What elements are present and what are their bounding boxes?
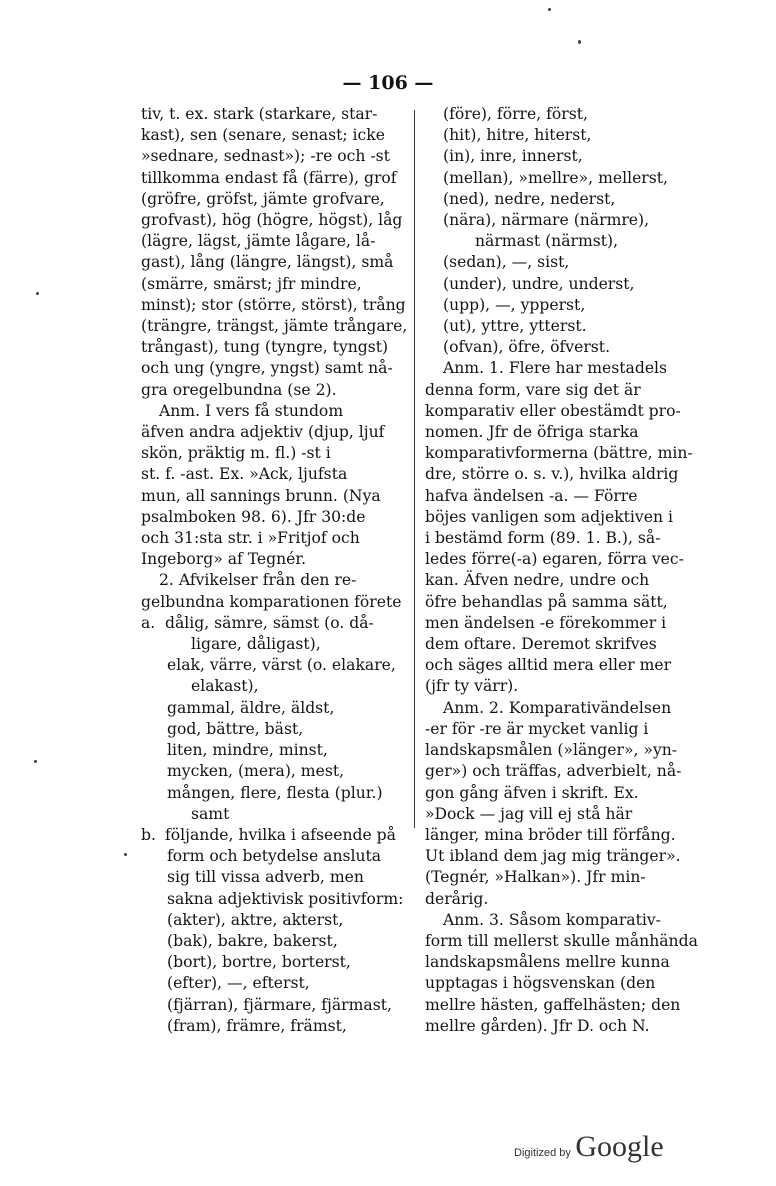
text-line: i bestämd form (89. 1. B.), så- xyxy=(425,529,661,548)
text-line: Ut ibland dem jag mig tränger». xyxy=(425,847,681,866)
scan-speck xyxy=(548,8,551,11)
scan-speck xyxy=(124,853,127,856)
text-line: derårig. xyxy=(425,889,489,908)
text-line: (under), undre, underst, xyxy=(443,274,635,293)
text-line: gra oregelbundna (se 2). xyxy=(141,380,337,399)
text-line: och säges alltid mera eller mer xyxy=(425,656,672,675)
text-line: följande, hvilka i afseende på xyxy=(165,825,396,844)
text-line: tillkomma endast få (färre), grof xyxy=(141,168,397,187)
text-line: elak, värre, värst (o. elakare, xyxy=(167,656,396,675)
text-line: form till mellerst skulle månhända xyxy=(425,931,698,950)
text-line: Anm. 2. Komparativändelsen xyxy=(443,698,672,717)
text-line: st. f. -ast. Ex. »Ack, ljufsta xyxy=(141,465,348,484)
text-line: mången, flere, flesta (plur.) xyxy=(167,783,383,802)
text-line: (mellan), »mellre», mellerst, xyxy=(443,168,668,187)
text-line: (nära), närmare (närmre), xyxy=(443,211,650,230)
text-line: närmast (närmst), xyxy=(475,232,619,251)
text-line: gammal, äldre, äldst, xyxy=(167,698,335,717)
list-marker-b: b. xyxy=(141,825,156,844)
text-line: nomen. Jfr de öfriga starka xyxy=(425,423,639,442)
text-line: skön, präktig m. fl.) -st i xyxy=(141,444,331,463)
text-line: ligare, dåligast), xyxy=(191,635,321,654)
text-line: (efter), —, efterst, xyxy=(167,974,310,993)
text-line: komparativ eller obestämdt pro- xyxy=(425,401,681,420)
text-line: sig till vissa adverb, men xyxy=(167,868,364,887)
scan-speck xyxy=(36,292,39,295)
text-line: dem oftare. Deremot skrifves xyxy=(425,635,657,654)
digitized-by-text: Digitized by xyxy=(514,1147,571,1159)
text-line: trångast), tung (tyngre, tyngst) xyxy=(141,338,389,357)
text-line: ledes förre(-a) egaren, förra vec- xyxy=(425,550,684,569)
text-line: -er för -re är mycket vanlig i xyxy=(425,719,649,738)
text-line: grofvast), hög (högre, högst), låg xyxy=(141,211,403,230)
text-line: (bak), bakre, bakerst, xyxy=(167,931,338,950)
text-line: tiv, t. ex. stark (starkare, star- xyxy=(141,105,378,123)
text-line: kan. Äfven nedre, undre och xyxy=(425,571,650,590)
text-line: sakna adjektivisk positivform: xyxy=(167,889,404,908)
google-logo: Google xyxy=(575,1130,664,1163)
text-line: komparativformerna (bättre, min- xyxy=(425,444,693,463)
text-line: dre, större o. s. v.), hvilka aldrig xyxy=(425,465,679,484)
text-line: minst); stor (större, störst), trång xyxy=(141,295,406,314)
text-line: (hit), hitre, hiterst, xyxy=(443,126,592,145)
text-line: upptagas i högsvenskan (den xyxy=(425,974,656,993)
text-line: hafva ändelsen -a. — Förre xyxy=(425,486,638,505)
text-line: mycken, (mera), mest, xyxy=(167,762,345,781)
text-line: (gröfre, gröfst, jämte grofvare, xyxy=(141,189,385,208)
text-line: men ändelsen -e förekommer i xyxy=(425,613,667,632)
text-line: landskapsmålens mellre kunna xyxy=(425,953,670,972)
scan-speck xyxy=(578,40,581,44)
text-line: (akter), aktre, akterst, xyxy=(167,910,344,929)
right-column xyxy=(425,104,697,1037)
text-line: äfven andra adjektiv (djup, ljuf xyxy=(141,423,385,442)
page-number: — 106 — xyxy=(342,72,434,94)
text-line: mellre gården). Jfr D. och N. xyxy=(425,1016,650,1035)
text-line: (före), förre, först, xyxy=(443,105,588,123)
text-line: (ut), yttre, ytterst. xyxy=(443,317,587,336)
text-line: Ingeborg» af Tegnér. xyxy=(141,550,307,569)
text-line: och 31:sta str. i »Fritjof och xyxy=(141,529,360,548)
text-line: gast), lång (längre, längst), små xyxy=(141,253,394,272)
text-line: god, bättre, bäst, xyxy=(167,719,304,738)
scan-speck xyxy=(34,760,37,763)
text-line: (ned), nedre, nederst, xyxy=(443,189,616,208)
text-line: mun, all sannings brunn. (Nya xyxy=(141,486,381,505)
text-line: Anm. 1. Flere har mestadels xyxy=(443,359,668,378)
text-line: form och betydelse ansluta xyxy=(167,847,382,866)
text-line: »Dock — jag vill ej stå här xyxy=(425,804,633,823)
text-line: Anm. 3. Såsom komparativ- xyxy=(443,910,661,929)
text-line: och ung (yngre, yngst) samt nå- xyxy=(141,359,393,378)
text-line: dålig, sämre, sämst (o. då- xyxy=(165,613,374,632)
text-line: psalmboken 98. 6). Jfr 30:de xyxy=(141,507,366,526)
text-line: länger, mina bröder till förfång. xyxy=(425,825,676,844)
text-line: (lägre, lägst, jämte lågare, lå- xyxy=(141,232,376,251)
text-line: (ofvan), öfre, öfverst. xyxy=(443,338,611,357)
text-line: (smärre, smärst; jfr mindre, xyxy=(141,274,362,293)
text-line: 2. Afvikelser från den re- xyxy=(159,571,357,590)
text-line: (jfr ty värr). xyxy=(425,677,519,696)
text-line: öfre behandlas på samma sätt, xyxy=(425,592,668,611)
text-line: liten, mindre, minst, xyxy=(167,741,328,760)
text-line: landskapsmålen (»länger», »yn- xyxy=(425,741,678,760)
text-line: gon gång äfven i skrift. Ex. xyxy=(425,783,639,802)
text-line: (upp), —, ypperst, xyxy=(443,295,586,314)
text-line: (Tegnér, »Halkan»). Jfr min- xyxy=(425,868,646,887)
text-line: (in), inre, innerst, xyxy=(443,147,583,166)
text-line: kast), sen (senare, senast; icke xyxy=(141,126,385,145)
text-line: (sedan), —, sist, xyxy=(443,253,570,272)
text-line: samt xyxy=(191,804,230,823)
text-line: elakast), xyxy=(191,677,259,696)
text-line: Anm. I vers få stundom xyxy=(159,401,344,420)
left-column xyxy=(141,104,409,1037)
text-line: denna form, vare sig det är xyxy=(425,380,641,399)
column-divider xyxy=(414,110,415,828)
text-line: »sednare, sednast»); -re och -st xyxy=(141,147,390,166)
text-line: ger») och träffas, adverbielt, nå- xyxy=(425,762,682,781)
text-line: (fram), främre, främst, xyxy=(167,1016,347,1035)
text-line: mellre hästen, gaffelhästen; den xyxy=(425,995,681,1014)
text-line: böjes vanligen som adjektiven i xyxy=(425,507,673,526)
text-line: (trängre, trängst, jämte trångare, xyxy=(141,317,408,336)
text-line: (fjärran), fjärmare, fjärmast, xyxy=(167,995,392,1014)
list-marker-a: a. xyxy=(141,613,156,632)
digitized-by-google-watermark xyxy=(514,1130,664,1164)
text-line: gelbundna komparationen förete xyxy=(141,592,402,611)
text-line: (bort), bortre, borterst, xyxy=(167,953,351,972)
